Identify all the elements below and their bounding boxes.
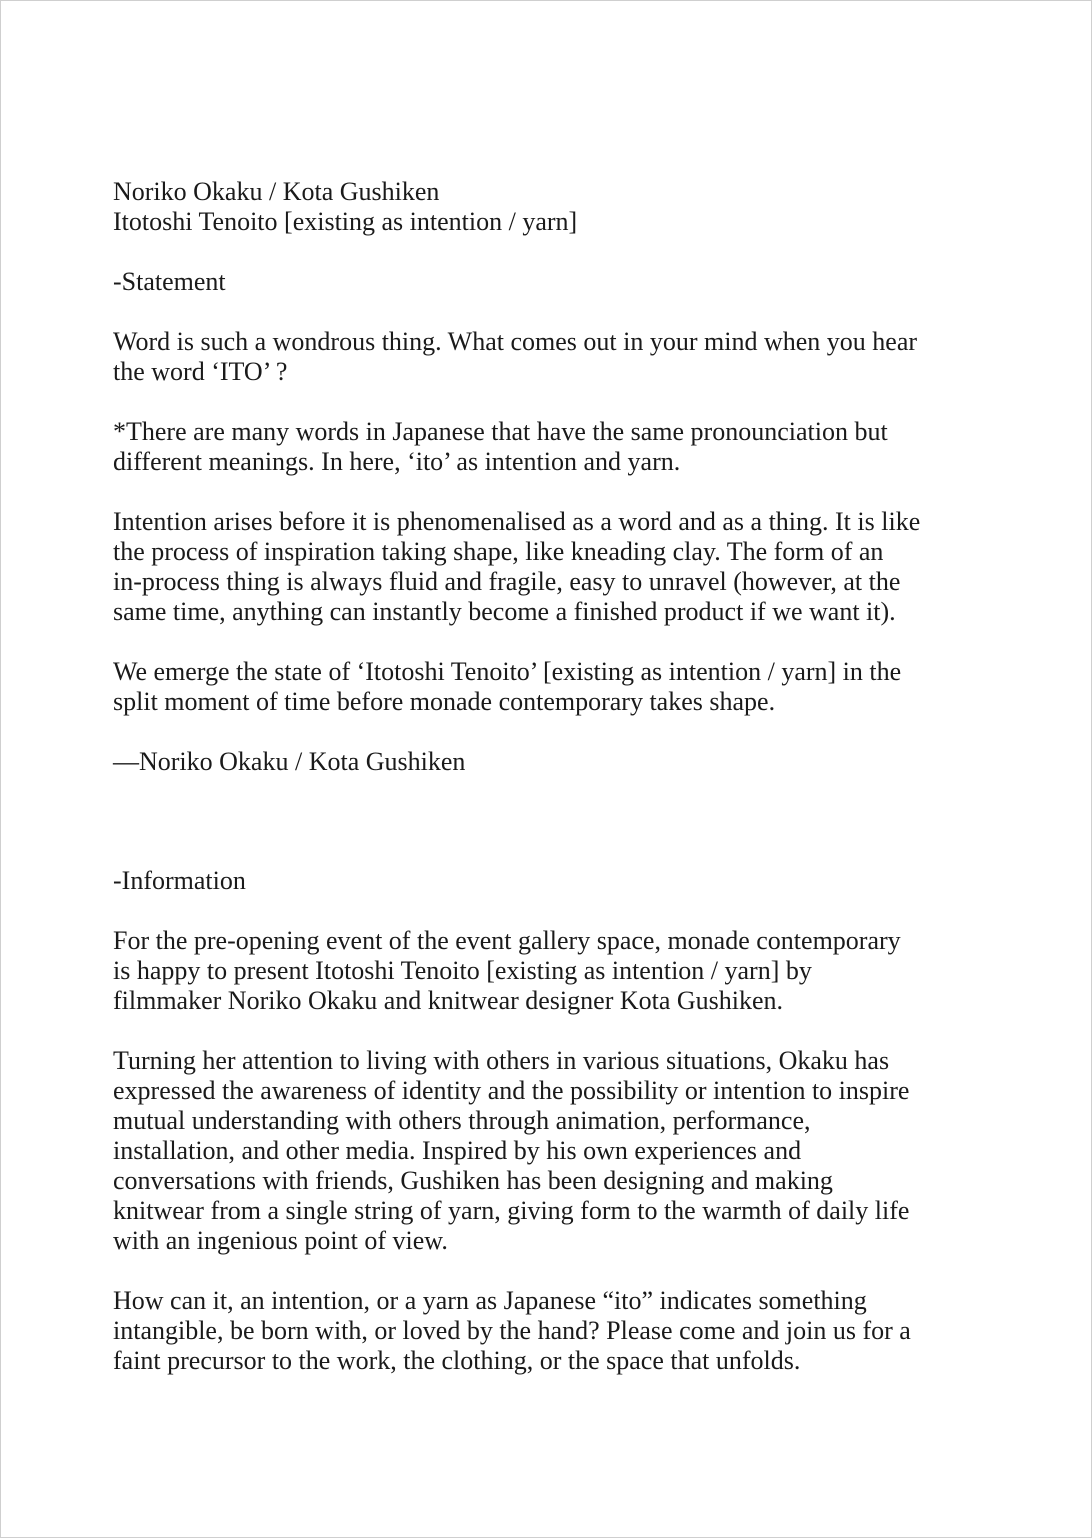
paragraph-line: *There are many words in Japanese that have the same pronounciation but [113, 417, 888, 446]
information-paragraph-2 [113, 1046, 1013, 1256]
statement-paragraph-2 [113, 417, 1013, 477]
paragraph-line: expressed the awareness of identity and the possibility or intention to inspire [113, 1076, 910, 1105]
information-paragraph-1 [113, 926, 1013, 1016]
artist-names: Noriko Okaku / Kota Gushiken [113, 177, 440, 206]
paragraph-line: How can it, an intention, or a yarn as Japanese “ito” indicates something [113, 1286, 867, 1315]
paragraph-line: same time, anything can instantly become a finished product if we want it). [113, 597, 896, 626]
information-heading: -Information [113, 866, 246, 895]
information-paragraph-3 [113, 1286, 1013, 1376]
document-body [113, 177, 1013, 1376]
paragraph-line: We emerge the state of ‘Itotoshi Tenoito’ [existing as intention / yarn] in the [113, 657, 902, 686]
paragraph-line: conversations with friends, Gushiken has been designing and making [113, 1166, 833, 1195]
statement-paragraph-4 [113, 657, 1013, 717]
paragraph-line: the process of inspiration taking shape, like kneading clay. The form of an [113, 537, 884, 566]
exhibition-title: Itotoshi Tenoito [existing as intention / yarn] [113, 207, 578, 236]
paragraph-line: Word is such a wondrous thing. What comes out in your mind when you hear [113, 327, 918, 356]
statement-heading: -Statement [113, 267, 226, 296]
paragraph-line: Turning her attention to living with others in various situations, Okaku has [113, 1046, 890, 1075]
paragraph-line: split moment of time before monade contemporary takes shape. [113, 687, 776, 716]
paragraph-line: faint precursor to the work, the clothing, or the space that unfolds. [113, 1346, 801, 1375]
paragraph-line: Intention arises before it is phenomenalised as a word and as a thing. It is like [113, 507, 921, 536]
paragraph-line: knitwear from a single string of yarn, giving form to the warmth of daily life [113, 1196, 910, 1225]
paragraph-line: the word ‘ITO’ ? [113, 357, 288, 386]
document-header [113, 177, 1013, 237]
paragraph-line: different meanings. In here, ‘ito’ as intention and yarn. [113, 447, 681, 476]
statement-signature: —Noriko Okaku / Kota Gushiken [113, 747, 466, 776]
statement-section [113, 267, 1013, 777]
paragraph-line: with an ingenious point of view. [113, 1226, 448, 1255]
paragraph-line: is happy to present Itotoshi Tenoito [existing as intention / yarn] by [113, 956, 812, 985]
paragraph-line: mutual understanding with others through animation, performance, [113, 1106, 811, 1135]
statement-paragraph-1 [113, 327, 1013, 387]
paragraph-line: intangible, be born with, or loved by the hand? Please come and join us for a [113, 1316, 911, 1345]
paragraph-line: For the pre-opening event of the event gallery space, monade contemporary [113, 926, 901, 955]
paragraph-line: filmmaker Noriko Okaku and knitwear designer Kota Gushiken. [113, 986, 784, 1015]
paragraph-line: installation, and other media. Inspired by his own experiences and [113, 1136, 802, 1165]
statement-paragraph-3 [113, 507, 1013, 627]
paragraph-line: in-process thing is always fluid and fragile, easy to unravel (however, at the [113, 567, 901, 596]
information-section [113, 866, 1013, 1376]
